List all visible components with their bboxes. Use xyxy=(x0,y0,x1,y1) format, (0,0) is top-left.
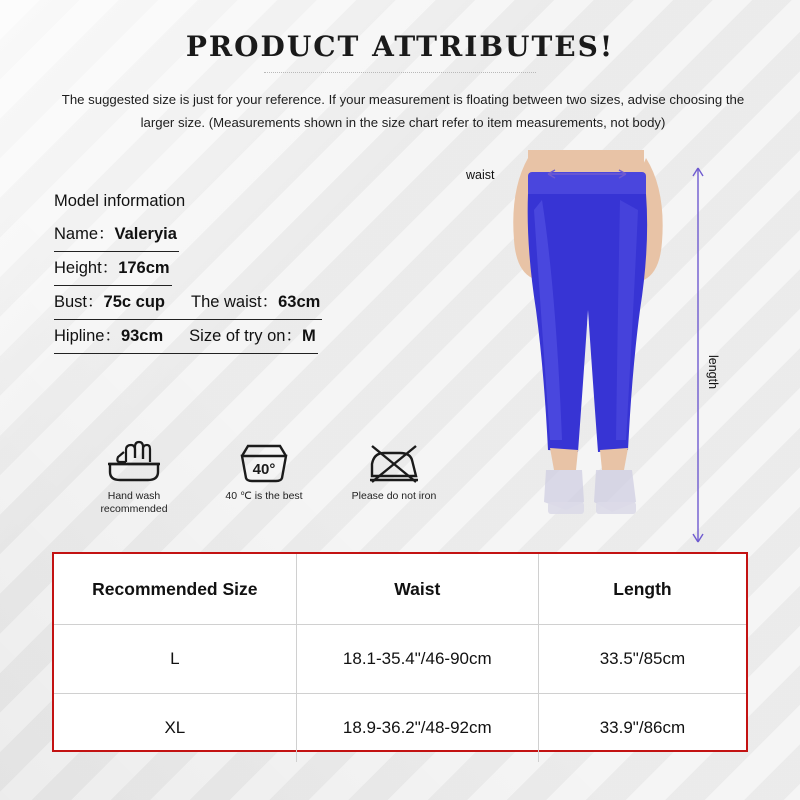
size-chart xyxy=(52,552,748,752)
waist-measurement-label: waist xyxy=(466,168,495,182)
care-item-hand-wash xyxy=(64,432,204,516)
model-hipline-label: Hipline： xyxy=(54,327,121,345)
page-title: PRODUCT ATTRIBUTES! xyxy=(185,30,615,63)
model-hipline-size-row xyxy=(54,320,474,354)
care-item-temperature xyxy=(194,432,334,503)
model-bust-label: Bust： xyxy=(54,293,104,311)
row-size-xl: XL xyxy=(54,694,296,763)
model-bust-value: 75c cup xyxy=(103,293,165,311)
svg-text:40°: 40° xyxy=(252,461,276,478)
model-information-block xyxy=(54,186,474,354)
model-name-label: Name： xyxy=(54,225,115,243)
row-length-xl: 33.9"/86cm xyxy=(538,694,746,763)
length-measurement-label: length xyxy=(706,355,720,390)
care-item-no-iron xyxy=(324,432,464,503)
table-header-row xyxy=(54,554,746,625)
model-hipline-value: 93cm xyxy=(120,327,164,345)
model-name-row xyxy=(54,218,474,252)
row-size-l: L xyxy=(54,625,296,694)
row-waist-l: 18.1-35.4"/46-90cm xyxy=(296,625,538,694)
title-divider xyxy=(264,72,536,73)
model-height-label: Height： xyxy=(54,259,119,277)
model-information-heading: Model information xyxy=(54,192,186,210)
row-waist-xl: 18.9-36.2"/48-92cm xyxy=(296,694,538,763)
model-waist-value: 63cm xyxy=(278,293,321,311)
hand-wash-label: Hand wash recommended xyxy=(100,490,168,515)
model-bust-waist-row xyxy=(54,286,474,320)
product-photo xyxy=(470,150,710,550)
row-length-l: 33.5"/85cm xyxy=(538,625,746,694)
model-height-value: 176cm xyxy=(118,259,170,277)
temperature-label: 40 ℃ is the best xyxy=(225,490,303,502)
model-size-label: Size of try on： xyxy=(189,327,302,345)
do-not-iron-icon xyxy=(324,432,464,484)
intro-paragraph: The suggested size is just for your reference. If your measurement is floating between two sizes, advise choosing the larger size. (Measurements shown in the size chart refer to item measurements, not body) xyxy=(61,92,745,130)
table-row xyxy=(54,625,746,694)
wash-40-icon xyxy=(194,432,334,484)
hand-wash-icon xyxy=(64,432,204,484)
model-size-value: M xyxy=(301,327,316,345)
model-name-value: Valeryia xyxy=(114,225,177,243)
no-iron-label: Please do not iron xyxy=(351,490,437,502)
model-waist-label: The waist： xyxy=(190,293,279,311)
size-chart-table xyxy=(54,554,746,762)
column-header-size: Recommended Size xyxy=(54,554,296,625)
column-header-length: Length xyxy=(538,554,746,625)
model-height-row xyxy=(54,252,474,286)
table-row xyxy=(54,694,746,763)
column-header-waist: Waist xyxy=(296,554,538,625)
